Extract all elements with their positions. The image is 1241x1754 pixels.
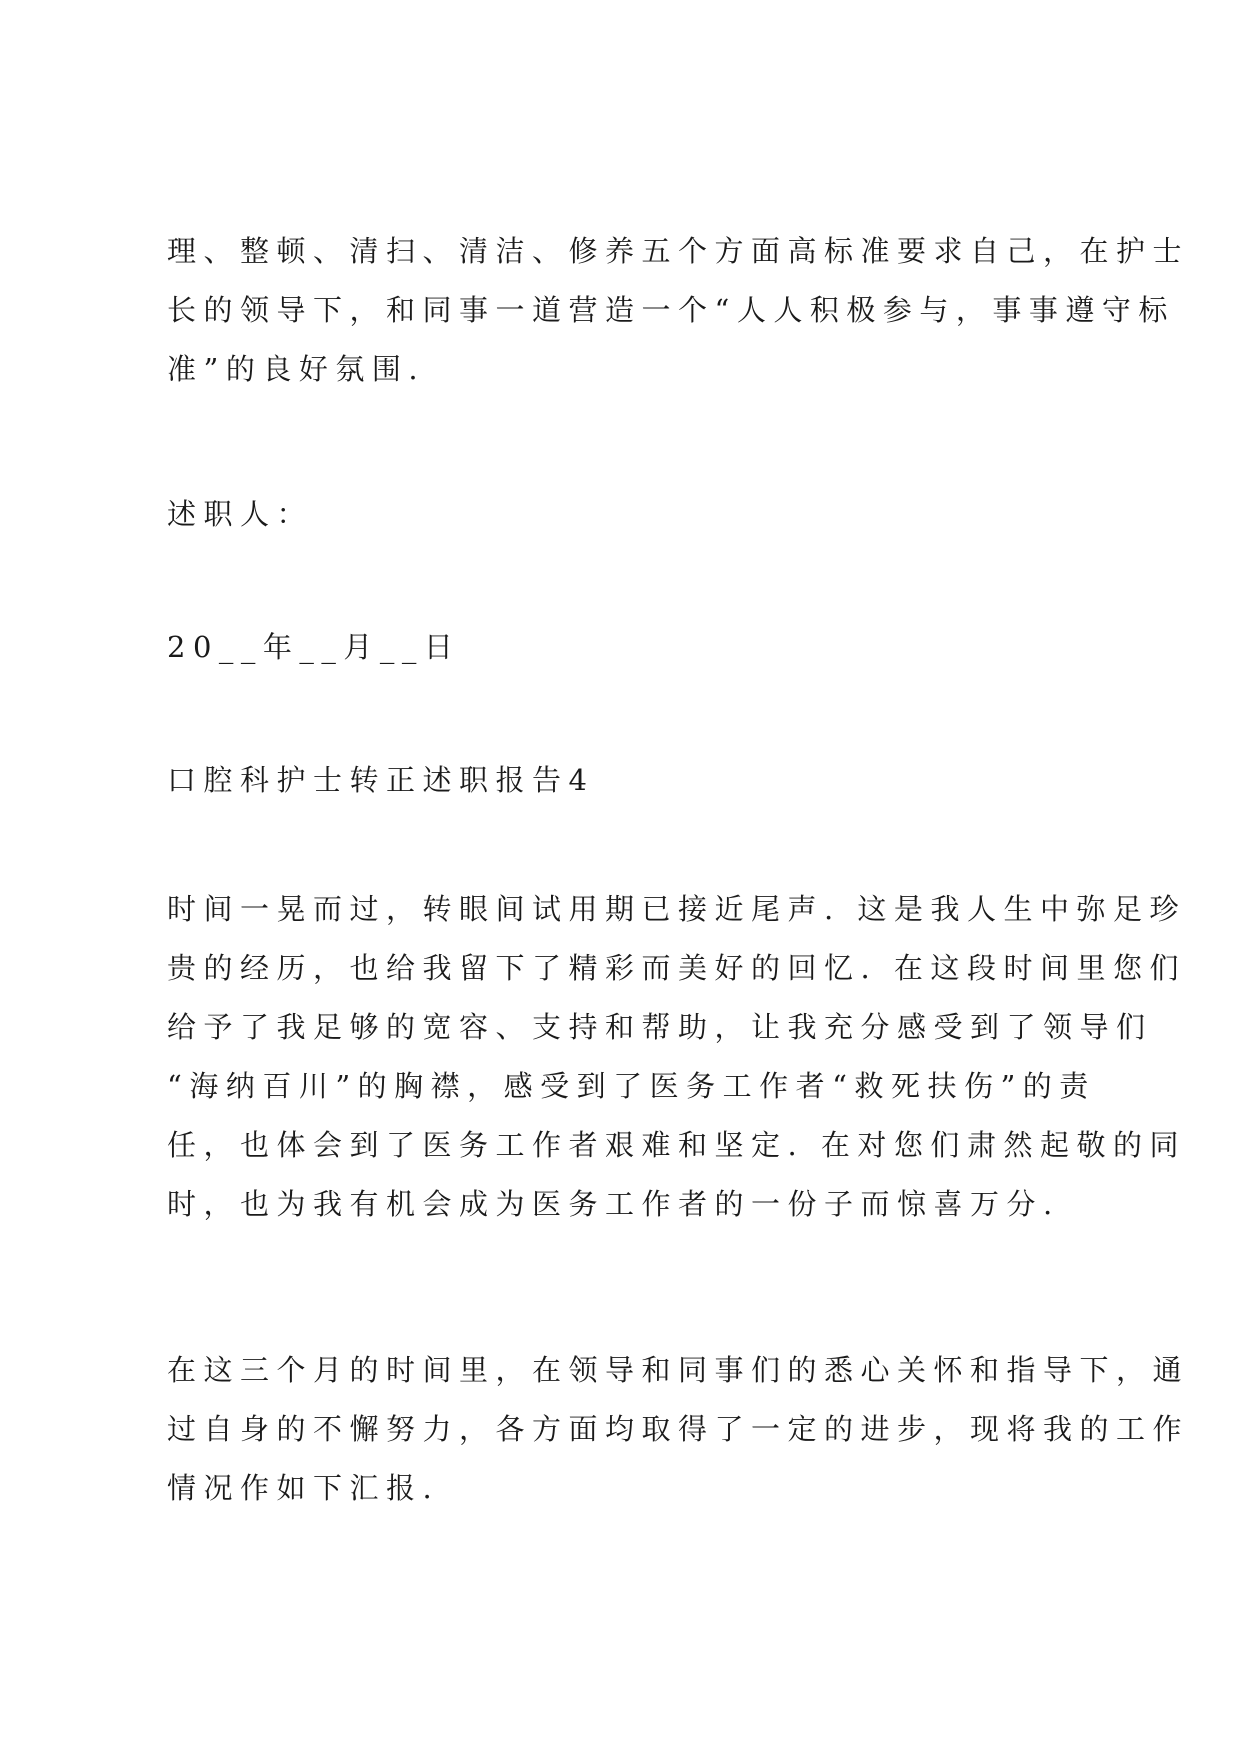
text-line: 给予了我足够的宽容、支持和帮助，让我充分感受到了领导们 [167,1010,1153,1044]
text-line: 过自身的不懈努力，各方面均取得了一定的进步，现将我的工作 [167,1412,1190,1446]
text-line: 准”的良好氛围. [167,352,426,386]
section-heading [167,751,1097,810]
date-line [167,618,1097,677]
paragraph-5s-conclusion [167,222,1190,399]
paragraph-intro [167,880,1186,1234]
signer-line [167,485,1097,544]
text-line: 理、整顿、清扫、清洁、修养五个方面高标准要求自己，在护士 [167,234,1190,268]
text-line: 在这三个月的时间里，在领导和同事们的悉心关怀和指导下，通 [167,1353,1190,1387]
paragraph-summary [167,1341,1190,1518]
text-line: 长的领导下，和同事一道营造一个“人人积极参与，事事遵守标 [167,293,1175,327]
text-line: 任，也体会到了医务工作者艰难和坚定. 在对您们肃然起敬的同 [167,1128,1186,1162]
section-title: 口腔科护士转正述职报告4 [167,763,595,797]
signer-label: 述职人： [167,497,314,531]
date-text: 20__年__月__日 [167,630,461,664]
text-line: 时，也为我有机会成为医务工作者的一份子而惊喜万分. [167,1187,1060,1221]
text-line: 时间一晃而过，转眼间试用期已接近尾声. 这是我人生中弥足珍 [167,892,1186,926]
text-line: 情况作如下汇报. [167,1471,440,1505]
text-line: “海纳百川”的胸襟，感受到了医务工作者“救死扶伤”的责 [167,1069,1096,1103]
text-line: 贵的经历，也给我留下了精彩而美好的回忆. 在这段时间里您们 [167,951,1186,985]
